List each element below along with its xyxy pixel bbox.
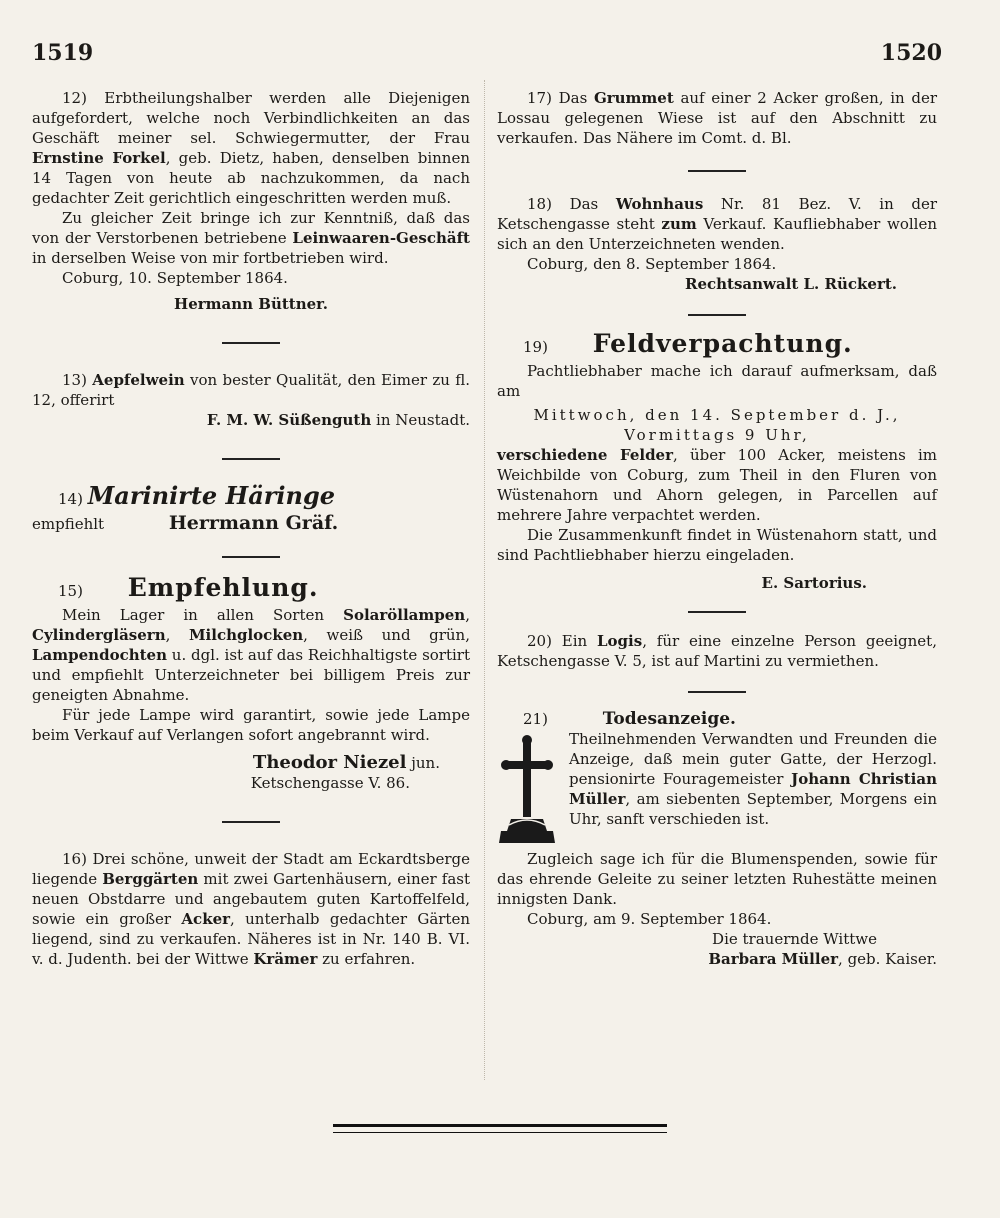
ad-19: 19) Feldverpachtung. Pachtliebhaber mache ich darauf aufmerksam, daß am Mittwoch, den 14. September d. J., Vormittags 9 Uhr, verschiedene Felder, über 100 Acker, meistens im Weichbilde von Coburg, zum Theil in den Fluren von Wüstenahorn und Ahorn gelegen, in Parcellen auf mehrere Jahre verpachtet werden. Die Zusammenkunft findet in Wüstenahorn statt, und sind Pachtliebhaber hierzu eingeladen. E. Sartorius. (497, 329, 937, 592)
cross-icon (497, 735, 557, 845)
page-number-left: 1519 (32, 40, 94, 66)
page-number-right: 1520 (880, 40, 942, 66)
separator (688, 691, 746, 693)
signature: E. Sartorius. (761, 574, 867, 592)
separator (688, 314, 746, 316)
ad-number: 13) (62, 371, 87, 389)
separator (222, 821, 280, 823)
ad-20: 20) Ein Logis, für eine einzelne Person geeignet, Ketschengasse V. 5, ist auf Martini zu vermiethen. (497, 632, 937, 670)
signature: F. M. W. Süßenguth (206, 411, 372, 429)
separator (688, 170, 746, 172)
separator (688, 611, 746, 613)
ad-17: 17) Das Grummet auf einer 2 Acker großen, in der Lossau gelegenen Wiese ist auf den Abschnitt zu verkaufen. Das Nähere im Comt. d. Bl. (497, 89, 937, 147)
ad-number: 20) (527, 632, 552, 650)
right-column (497, 88, 937, 983)
ad-16: 16) Drei schöne, unweit der Stadt am Eckardtsberge liegende Berggärten mit zwei Gartenhäusern, einer fast neuen Obstdarre und angebautem guten Kartoffelfeld, sowie ein großer Acker, unterhalb gedachter Gärten liegend, sind zu verkaufen. Näheres ist in Nr. 140 B. VI. v. d. Judenth. bei der Wittwe Krämer zu erfahren. (32, 850, 471, 968)
signature: Rechtsanwalt L. Rückert. (684, 275, 897, 293)
ad-21: 21) Todesanzeige. Theilnehmenden Verwandten und Freunden die Anzeige, daß mein guter Gatte, der Herzogl. pensionirte Fouragemeister Johann Christian Müller, am siebenten September, Morgens ein Uhr, sanft verschieden ist. Zugleich sage ich für die Blumenspenden, sowie für das ehrende Geleite zu seiner letzten Ruhestätte meinen innigsten Dank. Coburg, am 9. September 1864. Die trauernde Wittwe Barbara Müller, geb. Kaiser. (497, 709, 937, 968)
signature: Hermann Büttner. (174, 295, 328, 313)
footer-rule (333, 1124, 667, 1138)
ad-13: 13) Aepfelwein von bester Qualität, den Eimer zu fl. 12, offerirt F. M. W. Süßenguth in Neustadt. (32, 371, 470, 429)
ad-number: 14) (58, 490, 83, 508)
person-name: Johann Christian Müller (569, 770, 937, 808)
separator (222, 458, 280, 460)
ad-number: 17) (527, 89, 552, 107)
ad-heading: Empfehlung. (127, 573, 319, 602)
address: Ketschengasse V. 86. (250, 774, 410, 792)
ad-14: 14) Marinirte Häringe empfiehlt Herrmann Gräf. (32, 481, 339, 534)
separator (222, 342, 280, 344)
ad-12: 12) Erbtheilungshalber werden alle Diejenigen aufgefordert, welche noch Verbindlichkeiten an das Geschäft meiner sel. Schwiegermutter, der Frau Ernstine Forkel, geb. Dietz, haben, denselben binnen 14 Tagen von heute ab nachzukommen, da nach gedachter Zeit gerichtlich eingeschritten werden muß. Zu gleicher Zeit bringe ich zur Kenntniß, daß das von der Verstorbenen betriebene Leinwaaren-Geschäft in derselben Weise von mir fortbetrieben wird. Coburg, 10. September 1864. Hermann Büttner. (32, 89, 470, 313)
ad-heading: Feldverpachtung. (592, 329, 853, 358)
ad-heading: Marinirte Häringe (87, 481, 336, 510)
ad-number: 18) (527, 195, 552, 213)
ad-number: 15) (58, 582, 83, 600)
place-date: Coburg, am 9. September 1864. (527, 910, 772, 928)
ad-heading: Todesanzeige. (602, 709, 736, 729)
left-column (32, 88, 470, 983)
signature: Barbara Müller (708, 950, 839, 968)
ad-18: 18) Das Wohnhaus Nr. 81 Bez. V. in der Ketschengasse steht zum Verkauf. Kaufliebhaber wollen sich an den Unterzeichneten wenden. Coburg, den 8. September 1864. Rechtsanwalt L. Rückert. (497, 195, 938, 293)
ad-15: 15) Empfehlung. Mein Lager in allen Sorten Solaröllampen, Cylindergläsern, Milchglocken, weiß und grün, Lampendochten u. dgl. ist auf das Reichhaltigste sortirt und empfiehlt Unterzeichneter bei billigem Preis zur geneigten Abnahme. Für jede Lampe wird garantirt, sowie jede Lampe beim Verkauf auf Verlangen sofort angebrannt wird. Theodor Niezel jun. Ketschengasse V. 86. (32, 573, 470, 792)
separator (222, 556, 280, 558)
column-divider (484, 80, 485, 1080)
ad-number: 12) (62, 89, 87, 107)
signature: Theodor Niezel (252, 752, 407, 773)
place-date: Coburg, den 8. September 1864. (527, 255, 777, 273)
event-date: Mittwoch, den 14. September d. J., (533, 406, 901, 424)
signature: Herrmann Gräf. (168, 512, 339, 534)
place-date: Coburg, 10. September 1864. (62, 269, 288, 287)
ad-number: 21) (523, 710, 548, 728)
event-time: Vormittags 9 Uhr, (624, 426, 810, 444)
person-name: Ernstine Forkel (32, 149, 166, 167)
ad-number: 19) (523, 338, 548, 356)
ad-number: 16) (62, 850, 87, 868)
